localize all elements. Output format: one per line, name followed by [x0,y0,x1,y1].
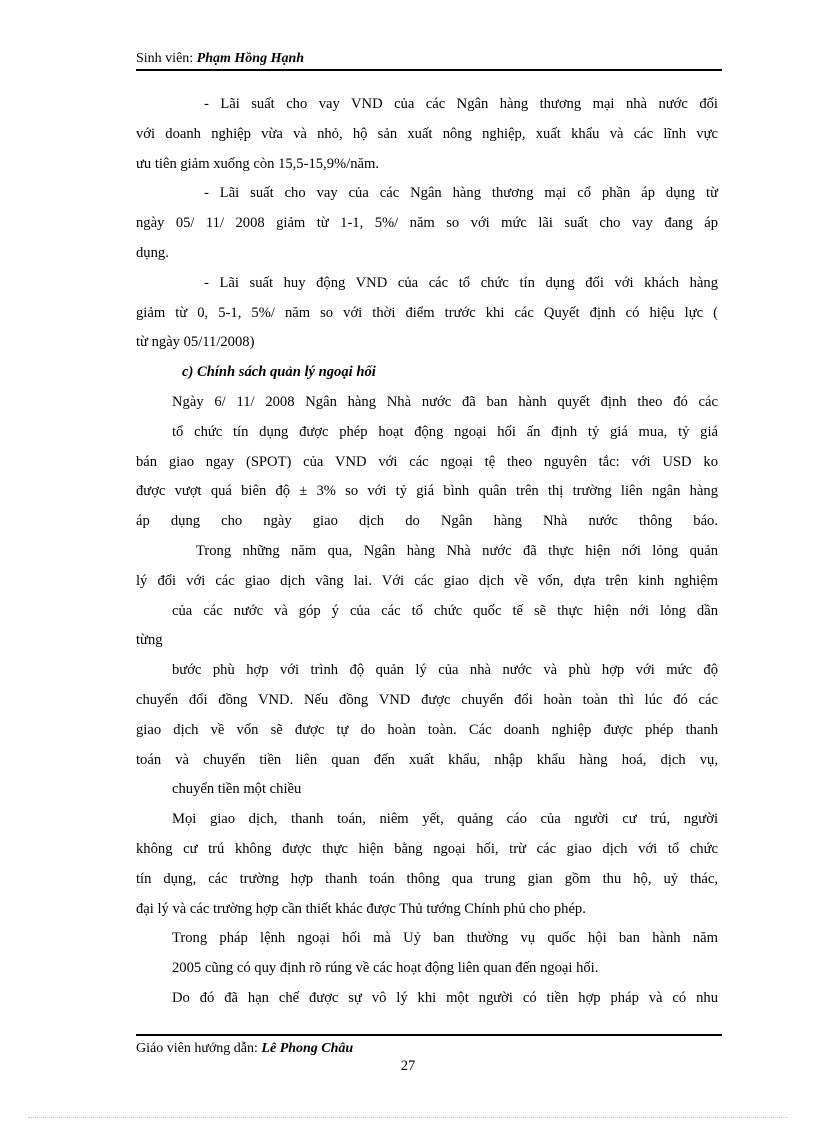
text-line: tổ chức tín dụng được phép hoạt động ngoại hối ấn định tỷ giá mua, tỷ giá [172,423,718,440]
text-line: 2005 cũng có quy định rõ rúng về các hoạt động liên quan đến ngoại hối. [172,960,599,977]
text-line: dụng. [136,244,169,261]
text-line: Trong những năm qua, Ngân hàng Nhà nước đã thực hiện nới lỏng quản [196,542,718,559]
text-line: tín dụng, các trường hợp thanh toán thông qua trung gian gồm thu hộ, uỷ thác, [136,870,718,887]
text-line: lý đối với các giao dịch vãng lai. Với các giao dịch về vốn, dựa trên kinh nghiệm [136,572,718,589]
text-line: giảm từ 0, 5-1, 5%/ năm so với thời điểm trước khi các Quyết định có hiệu lực ( [136,304,718,321]
text-line: - Lãi suất cho vay VND của các Ngân hàng thương mại nhà nước đối [204,96,718,112]
text-line: không cư trú không được thực hiện bằng ngoại hối, trừ các giao dịch với tổ chức [136,840,718,857]
text-line: áp dụng cho ngày giao dịch do Ngân hàng Nhà nước thông báo. [136,513,718,530]
page-header [136,50,718,68]
text-line: đại lý và các trường hợp cần thiết khác được Thủ tướng Chính phủ cho phép. [136,900,586,917]
text-line: Ngày 6/ 11/ 2008 Ngân hàng Nhà nước đã ban hành quyết định theo đó các [172,393,718,410]
student-name: Phạm Hồng Hạnh [196,51,305,66]
text-line: - Lãi suất cho vay của các Ngân hàng thương mại cổ phần áp dụng từ [204,185,718,202]
text-line: ngày 05/ 11/ 2008 giảm từ 1-1, 5%/ năm so với mức lãi suất cho vay đang áp [136,215,718,232]
text-line: chuyển đổi đồng VND. Nếu đồng VND được chuyển đổi hoàn toàn thì lúc đó các [136,691,718,708]
footer-rule [136,1034,722,1036]
text-line: bước phù hợp với trình độ quản lý của nhà nước và phù hợp với mức độ [172,662,718,679]
text-line: chuyển tiền một chiều [172,781,302,798]
text-line: bán giao ngay (SPOT) của VND với các ngoại tệ theo nguyên tắc: với USD ko [136,453,718,470]
text-line: được vượt quá biên độ ± 3% so với tỷ giá bình quân trên thị trường liên ngân hàng [136,483,718,500]
page-number: 27 [400,1058,416,1074]
page-boundary [28,1117,788,1118]
text-line: Trong pháp lệnh ngoại hối mà Uỷ ban thường vụ quốc hội ban hành năm [172,930,718,947]
text-line: toán và chuyển tiền liên quan đến xuất khẩu, nhập khẩu hàng hoá, dịch vụ, [136,751,718,768]
text-line: với doanh nghiệp vừa và nhỏ, hộ sản xuất nông nghiệp, xuất khẩu và các lĩnh vực [136,125,718,142]
text-line: từ ngày 05/11/2008) [136,334,255,351]
text-line: từng [136,632,163,649]
footer-label: Giáo viên hướng dẫn: [136,1041,258,1056]
text-line: ưu tiên giảm xuống còn 15,5-15,9%/năm. [136,155,379,172]
page-footer [136,1040,718,1058]
section-heading: c) Chính sách quản lý ngoại hối [182,364,376,381]
text-line: Do đó đã hạn chế được sự vô lý khi một người có tiền hợp pháp và có nhu [172,989,718,1006]
header-label: Sinh viên: [136,51,194,66]
document-body [136,90,718,1014]
text-line: Mọi giao dịch, thanh toán, niêm yết, quảng cáo của người cư trú, người [172,811,718,828]
header-rule [136,69,722,71]
advisor-name: Lê Phong Châu [261,1041,354,1056]
text-line: giao dịch về vốn sẽ được tự do hoàn toàn. Các doanh nghiệp được phép thanh [136,721,718,738]
text-line: của các nước và góp ý của các tổ chức quốc tế sẽ thực hiện nới lỏng dần [172,602,718,619]
text-line: - Lãi suất huy động VND của các tổ chức tín dụng đối với khách hàng [204,274,718,291]
